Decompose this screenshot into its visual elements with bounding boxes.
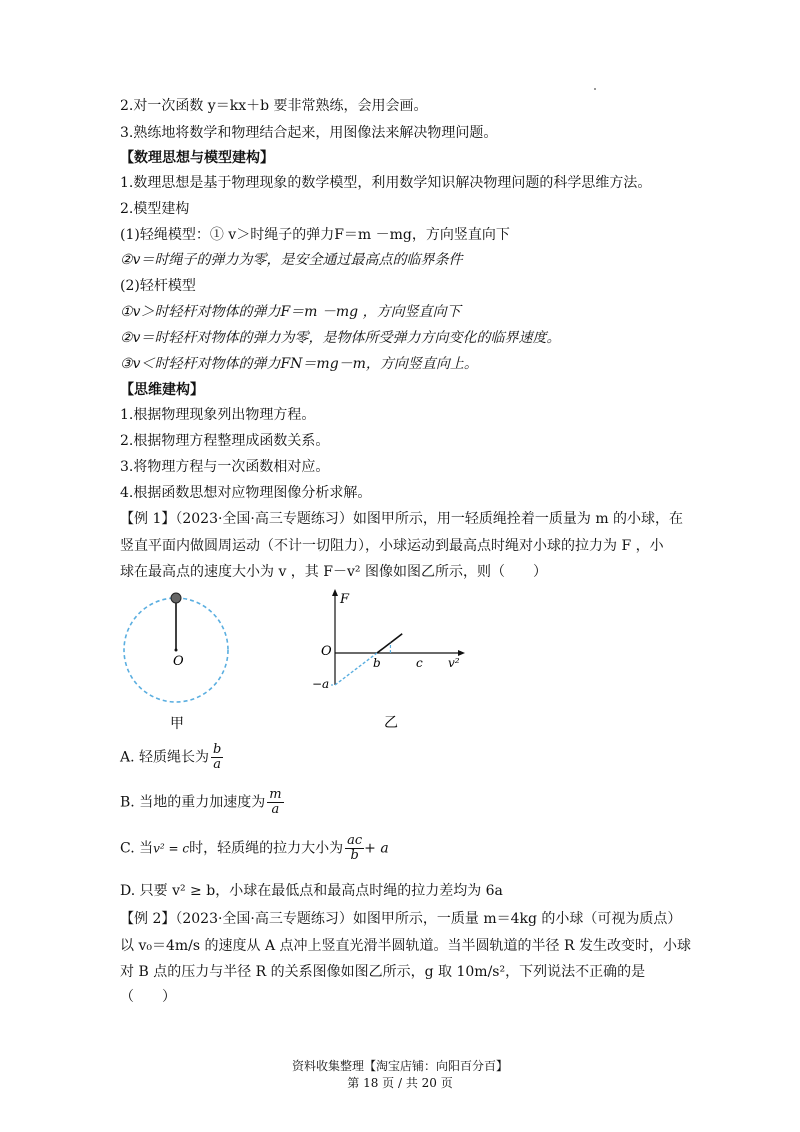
text-line-10: ②v＝时轻杆对物体的弹力为零，是物体所受弹力方向变化的临界速度。 <box>120 330 561 346</box>
option-c-mid: 时，轻质绳的拉力大小为 <box>189 840 344 857</box>
figure-circle-jia <box>118 586 238 736</box>
option-b[interactable] <box>120 788 284 817</box>
text-line-4: 1.数理思想是基于物理现象的数学模型，利用数学知识解决物理问题的科学思维方法。 <box>120 175 652 191</box>
tick-label-neg-a: −a <box>312 677 330 691</box>
text-line-15: 3.将物理方程与一次函数相对应。 <box>120 459 330 475</box>
line-segment-dashed <box>335 653 377 685</box>
example-1-line-1: 【例 1】（2023·全国·高三专题练习）如图甲所示，用一轻质绳拴着一质量为 m 的小球，在 <box>120 511 684 527</box>
footer-source: 资料收集整理【淘宝店铺：向阳百分百】 <box>291 1059 508 1073</box>
text-line-1: 2.对一次函数 y＝kx＋b 要非常熟练，会用会画。 <box>120 98 428 114</box>
text-line-9: ①v＞时轻杆对物体的弹力F＝m －mg ，方向竖直向下 <box>120 304 461 320</box>
example-2-line-4: （ ） <box>120 989 176 1005</box>
figure-graph-yi <box>310 585 470 735</box>
option-b-fraction <box>267 788 283 817</box>
option-c-num: ac <box>347 833 363 848</box>
tick-label-c: c <box>416 656 423 670</box>
example-2-line-2: 以 v₀＝4m/s 的速度从 A 点冲上竖直光滑半圆轨道。当半圆轨道的半径 R 发生改变时，小球 <box>120 938 691 954</box>
section-heading-math-model: 【数理思想与模型建构】 <box>120 150 274 166</box>
line-segment-solid <box>377 634 402 653</box>
option-a-num: b <box>213 742 222 757</box>
ball-circle <box>171 593 181 603</box>
option-c-den: b <box>350 848 359 863</box>
option-c-condition: v² = c <box>153 841 190 856</box>
center-label: O <box>173 654 184 669</box>
example-1-line-3: 球在最高点的速度大小为 v ，其 F－v² 图像如图乙所示，则（ ） <box>120 564 547 580</box>
option-b-den: a <box>271 802 280 817</box>
option-a-fraction <box>211 743 223 772</box>
text-line-8: (2)轻杆模型 <box>120 278 196 294</box>
example-2-line-3: 对 B 点的压力与半径 R 的关系图像如图乙所示，g 取 10m/s²，下列说法不正确的是 <box>120 964 646 980</box>
text-line-2: 3.熟练地将数学和物理结合起来，用图像法来解决物理问题。 <box>120 125 498 141</box>
option-b-num: m <box>269 787 282 802</box>
x-axis-label: v² <box>448 656 460 670</box>
tick-label-b: b <box>373 656 381 670</box>
example-1-line-2: 竖直平面内做圆周运动（不计一切阻力），小球运动到最高点时绳对小球的拉力为 F ，小 <box>120 538 664 554</box>
footer-page-number: 第 18 页 / 共 20 页 <box>347 1076 453 1090</box>
option-a-den: a <box>213 757 222 772</box>
option-c[interactable] <box>120 834 389 863</box>
option-d[interactable] <box>120 880 503 900</box>
option-c-text: C. 当 <box>120 840 154 857</box>
option-a[interactable] <box>120 743 223 772</box>
option-c-fraction <box>345 834 364 863</box>
option-b-text: B. 当地的重力加速度为 <box>120 794 266 811</box>
text-line-13: 1.根据物理现象列出物理方程。 <box>120 407 316 423</box>
origin-label: O <box>321 644 332 659</box>
center-point <box>175 649 178 652</box>
text-line-5: 2.模型建构 <box>120 201 190 217</box>
stray-dot <box>594 88 596 90</box>
text-line-6: (1)轻绳模型：① v＞时绳子的弹力F＝m －mg，方向竖直向下 <box>120 227 510 243</box>
text-line-14: 2.根据物理方程整理成函数关系。 <box>120 433 330 449</box>
caption-jia: 甲 <box>170 716 184 732</box>
section-heading-thinking: 【思维建构】 <box>120 382 204 398</box>
text-line-11: ③v＜时轻杆对物体的弹力FN＝mg－m，方向竖直向上。 <box>120 356 478 372</box>
y-axis-arrow <box>332 589 338 596</box>
option-c-tail: + a <box>364 840 389 857</box>
caption-yi: 乙 <box>384 715 398 731</box>
text-line-16: 4.根据函数思想对应物理图像分析求解。 <box>120 485 372 501</box>
text-line-7: ②v＝时绳子的弹力为零，是安全通过最高点的临界条件 <box>120 252 463 268</box>
option-d-text: D. 只要 v² ≥ b，小球在最低点和最高点时绳的拉力差均为 6a <box>120 883 503 899</box>
chart-marks <box>331 634 402 685</box>
y-axis-label: F <box>340 592 350 607</box>
example-2-line-1: 【例 2】（2023·全国·高三专题练习）如图甲所示，一质量 m＝4kg 的小球（可视为质点） <box>120 911 682 927</box>
option-a-text: A. 轻质绳长为 <box>120 749 210 766</box>
